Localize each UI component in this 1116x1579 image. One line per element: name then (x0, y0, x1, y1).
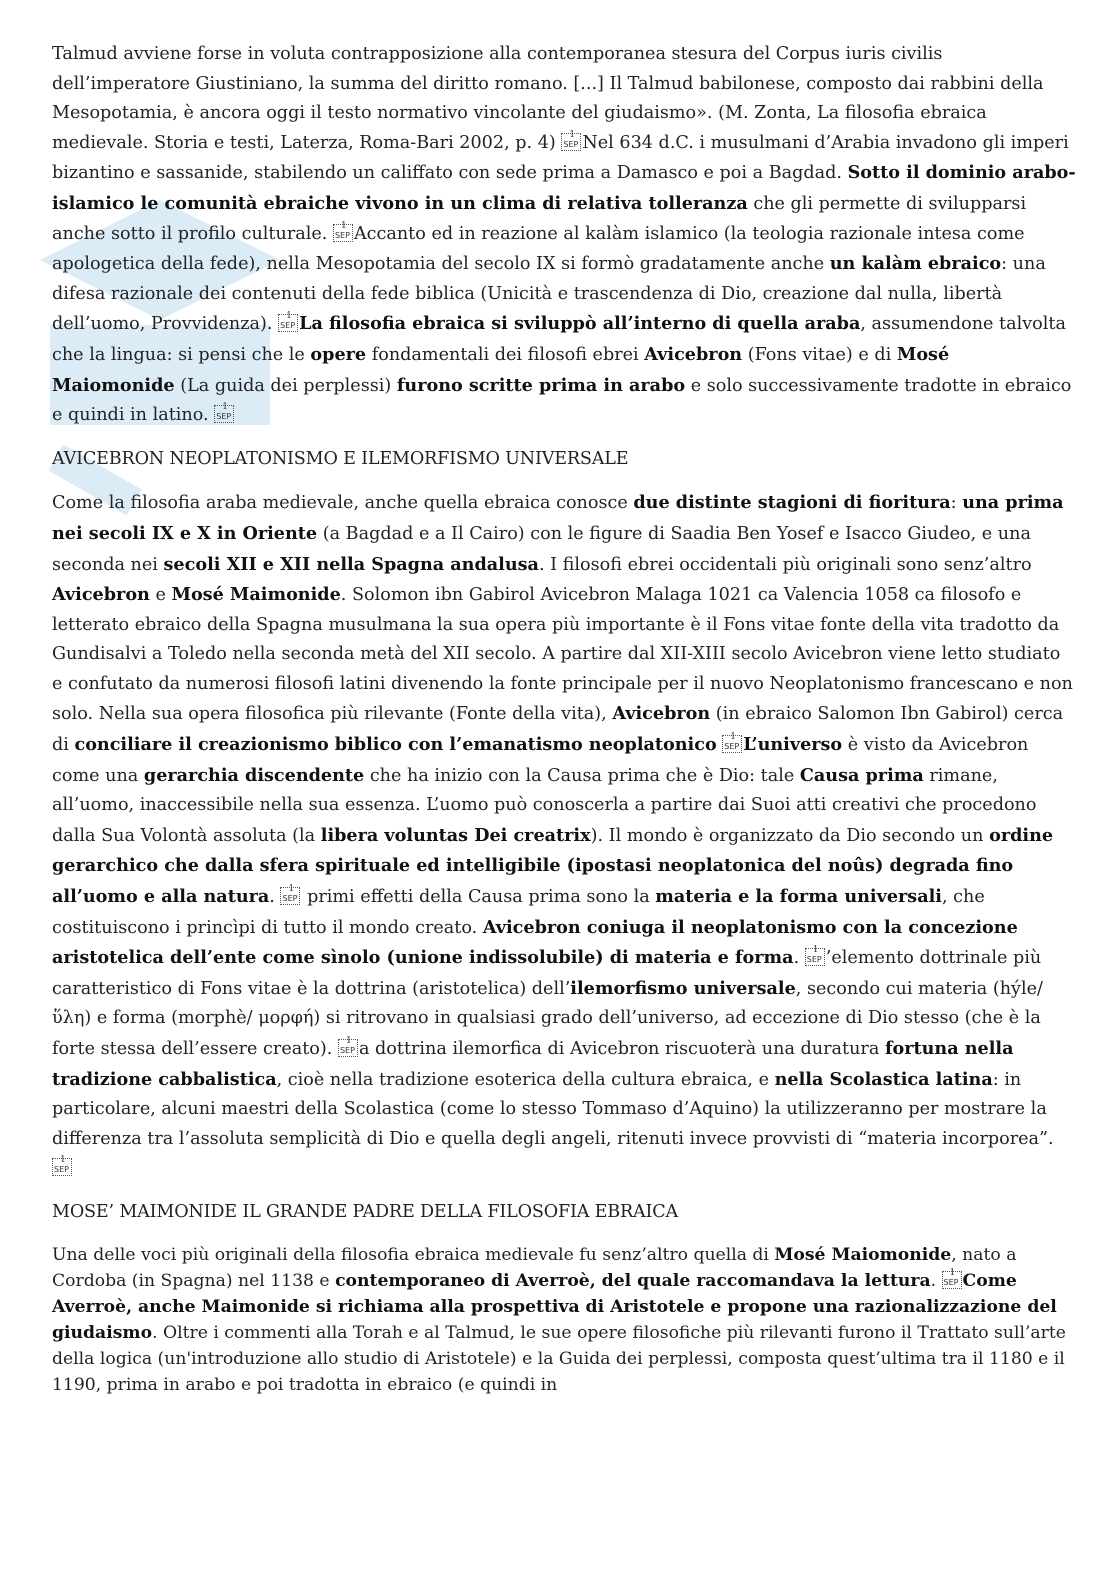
document-page (52, 40, 1076, 1398)
sep-icon (278, 314, 298, 332)
paragraph-avicebron: Come la filosofia araba medievale, anche quella ebraica conosce due distinte stagioni di fioritura: una prima nei secoli IX e X in Oriente (a Bagdad e a Il Cairo) con le figure di Saadia Ben Yosef e Isacco Giudeo, e una seconda nei secoli XII e XII nella Spagna andalusa. I filosofi ebrei occidentali più originali sono senz’altro Avicebron e Mosé Maimonide. Solomon ibn Gabirol Avicebron Malaga 1021 ca Valencia 1058 ca filosofo e letterato ebraico della Spagna musulmana la sua opera più importante è il Fons vitae fonte della vita tradotto da Gundisalvi a Toledo nella seconda metà del XII secolo. A partire dal XII-XIII secolo Avicebron viene letto studiato e confutato da numerosi filosofi latini divenendo la fonte principale per il nuovo Neoplatonismo francescano e non solo. Nella sua opera filosofica più rilevante (Fonte della vita), Avicebron (in ebraico Salomon Ibn Gabirol) cerca di conciliare il creazionismo biblico con l’emanatismo neoplatonico 1 SEP L’universo è visto da Avicebron come una gerarchia discendente che ha inizio con la Causa prima che è Dio: tale Causa prima rimane, all’uomo, inaccessibile nella sua essenza. L’uomo può conoscerla a partire dai Suoi atti creativi che procedono dalla Sua Volontà assoluta (la libera voluntas Dei creatrix). Il mondo è organizzato da Dio secondo un ordine gerarchico che dalla sfera spirituale ed intelligibile (ipostasi neoplatonica del noûs) degrada fino all’uomo e alla natura. 1 SEP primi effetti della Causa prima sono la materia e la forma universali, che costituiscono i princìpi di tutto il mondo creato. Avicebron coniuga il neoplatonismo con la concezione aristotelica dell’ente come sìnolo (unione indissolubile) di materia e forma. 1 SEP’elemento dottrinale più caratteristico di Fons vitae è la dottrina (aristotelica) dell’ilemorfismo universale, secondo cui materia (hýle/ ὕλη) e forma (morphè/ μορφή) si ritrovano in qualsiasi grado dell’universo, ad eccezione di Dio stesso (che è la forte stessa dell’essere creato). 1 SEPa dottrina ilemorfica di Avicebron riscuoterà una duratura fortuna nella tradizione cabbalistica, cioè nella tradizione esoterica della cultura ebraica, e nella Scolastica latina: in particolare, alcuni maestri della Scolastica (come lo stesso Tommaso d’Aquino) la utilizzeranno per mostrare la differenza tra l’assoluta semplicità di Dio e quella degli angeli, ritenuti invece provvisti di “materia incorporea”. 1 SEP (52, 488, 1076, 1184)
sep-icon (52, 1158, 72, 1176)
sep-icon (722, 735, 742, 753)
paragraph-talmud: Talmud avviene forse in voluta contrapposizione alla contemporanea stesura del Corpus iuris civilis dell’imperatore Giustiniano, la summa del diritto romano. [...] Il Talmud babilonese, composto dai rabbini della Mesopotamia, è ancora oggi il testo normativo vincolante del giudaismo». (M. Zonta, La filosofia ebraica medievale. Storia e testi, Laterza, Roma-Bari 2002, p. 4) 1 SEPNel 634 d.C. i musulmani d’Arabia invadono gli imperi bizantino e sassanide, stabilendo un califfato con sede prima a Damasco e poi a Bagdad. Sotto il dominio arabo-islamico le comunità ebraiche vivono in un clima di relativa tolleranza che gli permette di svilupparsi anche sotto il profilo culturale. 1 SEPAccanto ed in reazione al kalàm islamico (la teologia razionale intesa come apologetica della fede), nella Mesopotamia del secolo IX si formò gradatamente anche un kalàm ebraico: una difesa razionale dei contenuti della fede biblica (Unicità e trascendenza di Dio, creazione dal nulla, libertà dell’uomo, Provvidenza). 1 SEPLa filosofia ebraica si sviluppò all’interno di quella araba, assumendone talvolta che la lingua: si pensi che le opere fondamentali dei filosofi ebrei Avicebron (Fons vitae) e di Mosé Maiomonide (La guida dei perplessi) furono scritte prima in arabo e solo successivamente tradotte in ebraico e quindi in latino. 1 SEP (52, 40, 1076, 431)
sep-icon (805, 948, 825, 966)
section-heading-avicebron: AVICEBRON NEOPLATONISMO E ILEMORFISMO UNIVERSALE (52, 448, 629, 469)
section-heading-maimonide: MOSE’ MAIMONIDE IL GRANDE PADRE DELLA FILOSOFIA EBRAICA (52, 1201, 679, 1222)
paragraph-maimonide: Una delle voci più originali della filosofia ebraica medievale fu senz’altro quella di Mosé Maiomonide, nato a Cordoba (in Spagna) nel 1138 e contemporaneo di Averroè, del quale raccomandava la lettura. 1 SEPCome Averroè, anche Maimonide si richiama alla prospettiva di Aristotele e propone una razionalizzazione del giudaismo. Oltre i commenti alla Torah e al Talmud, le sue opere filosofiche più rilevanti furono il Trattato sull’arte della logica (un'introduzione allo studio di Aristotele) e la Guida dei perplessi, composta quest’ultima tra il 1180 e il 1190, prima in arabo e poi tradotta in ebraico (e quindi in (52, 1242, 1076, 1398)
sep-icon (338, 1039, 358, 1057)
sep-icon (280, 887, 300, 905)
sep-icon (561, 133, 581, 151)
sep-icon (214, 405, 234, 423)
sep-icon (333, 224, 353, 242)
sep-icon (942, 1271, 962, 1289)
